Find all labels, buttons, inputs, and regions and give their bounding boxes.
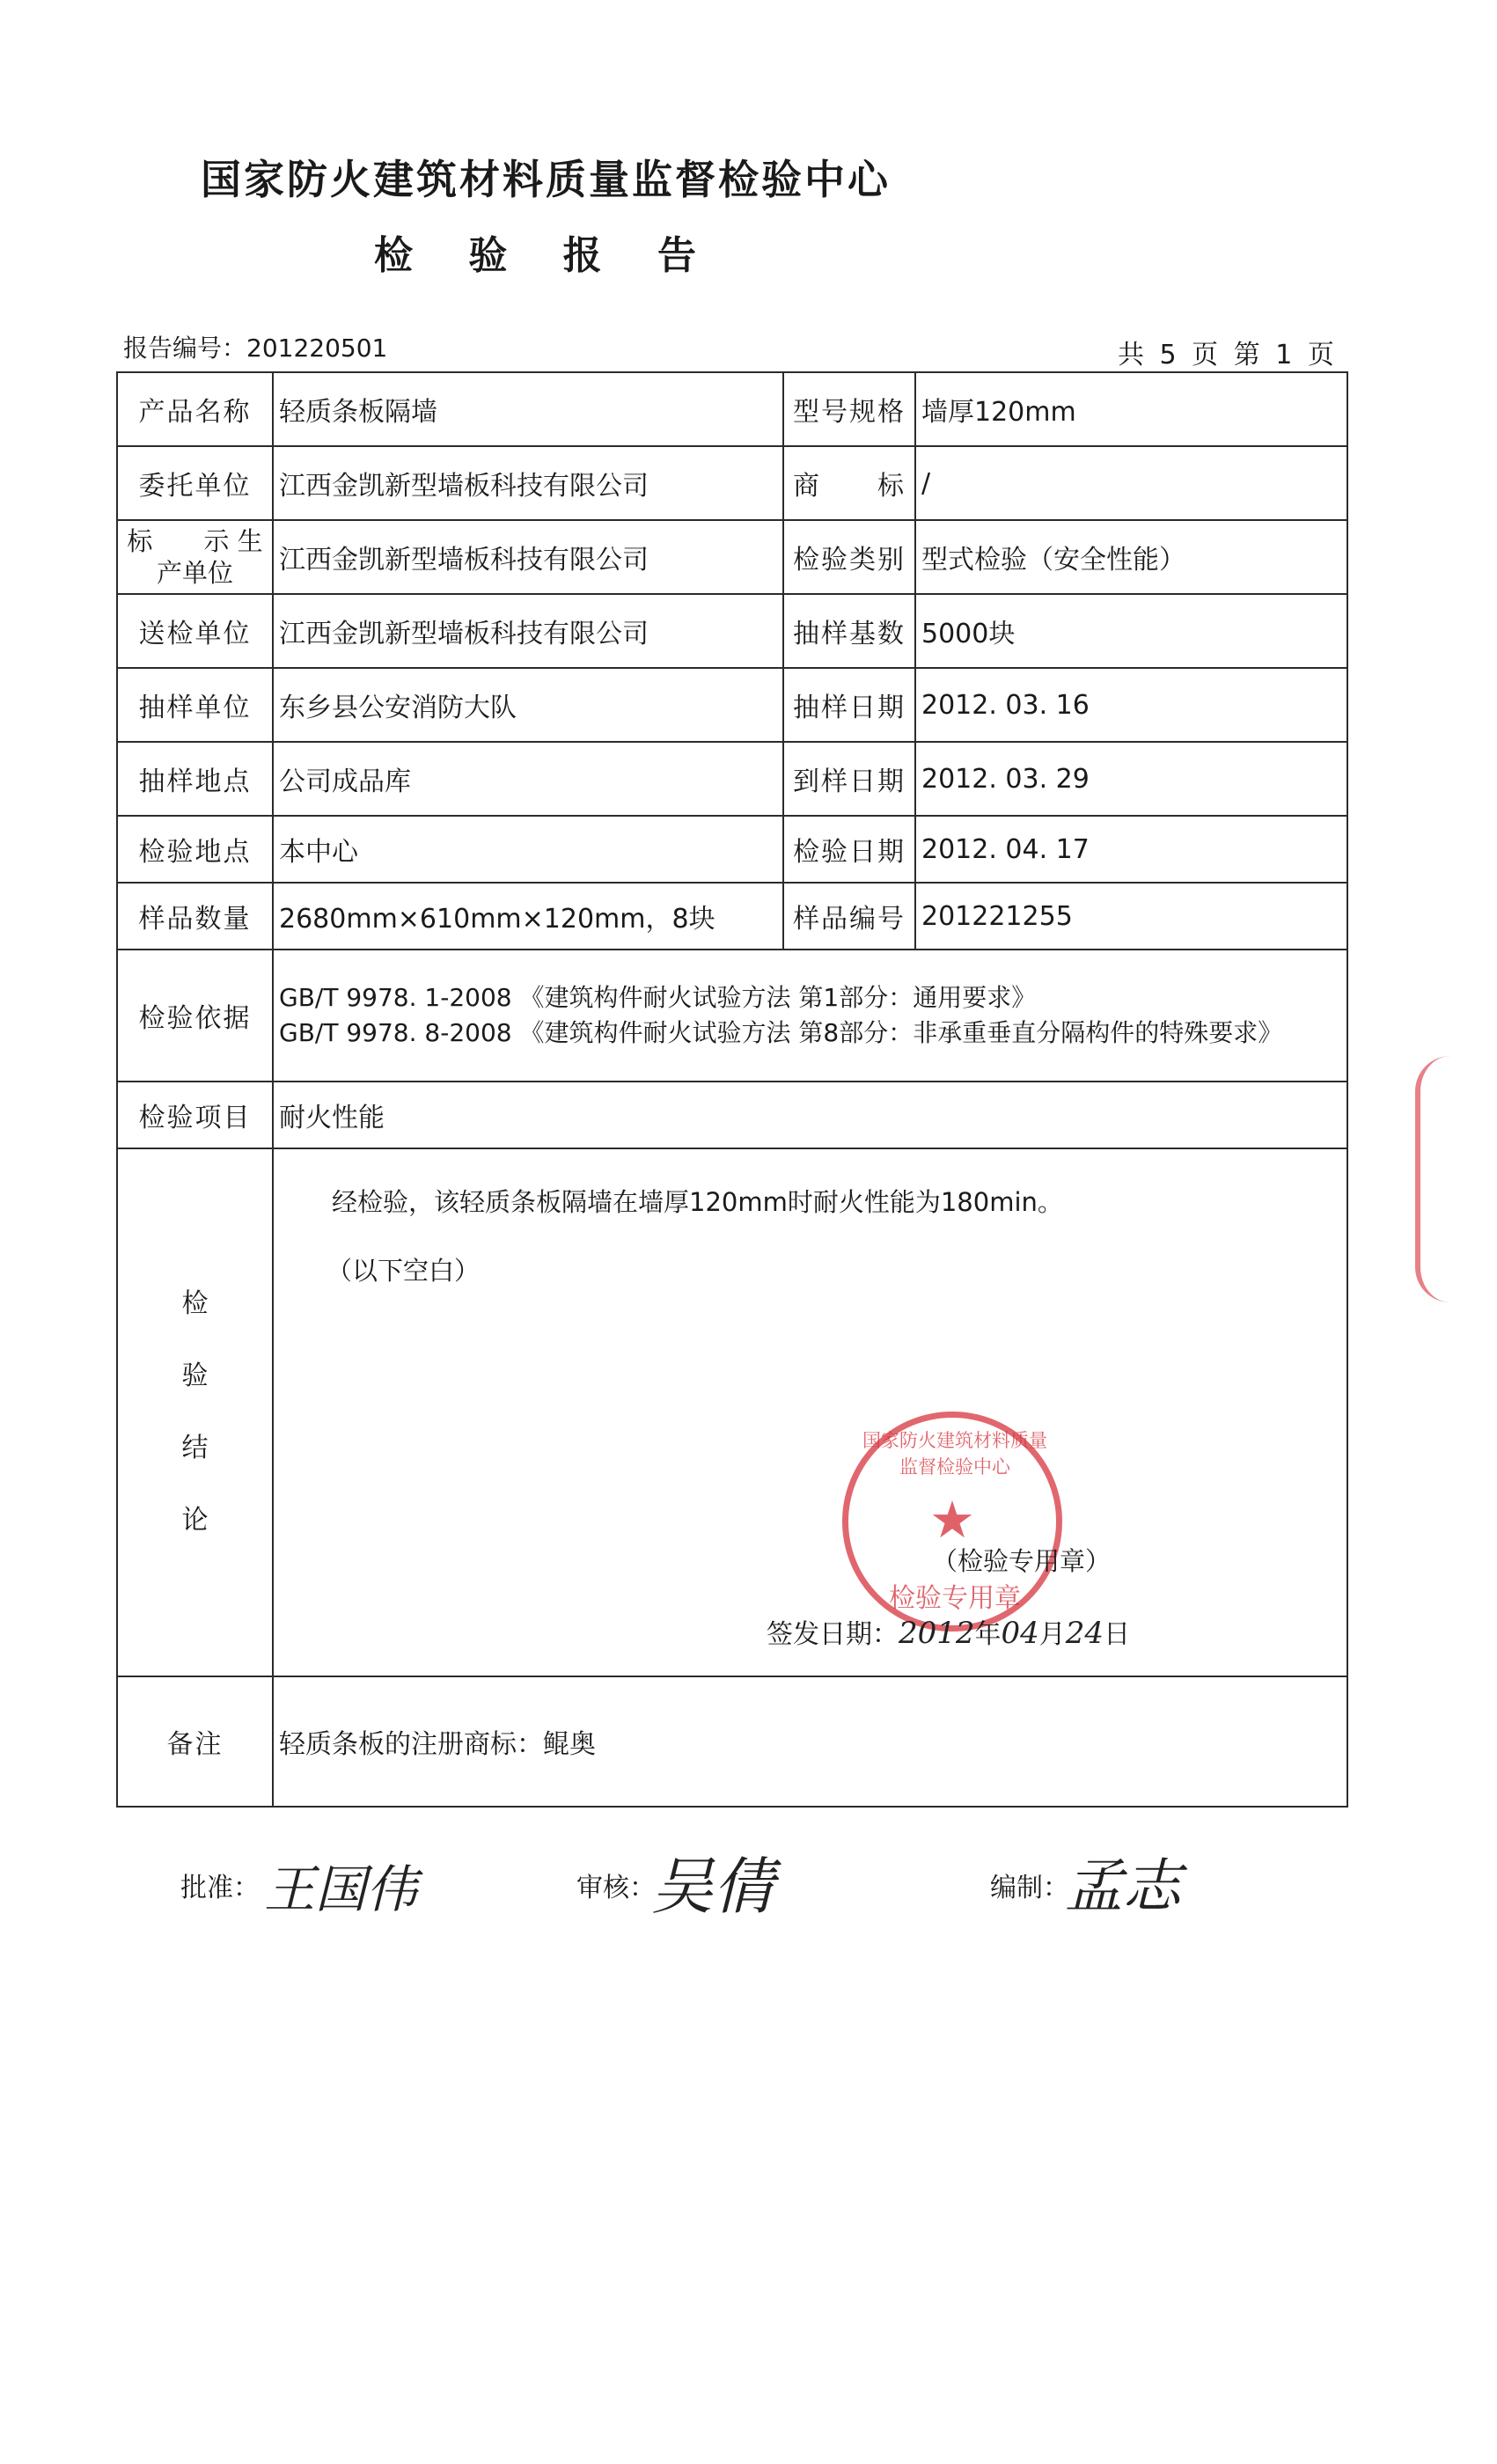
field-value: 江西金凯新型墙板科技有限公司 [273, 594, 783, 668]
field-value: 公司成品库 [273, 742, 783, 816]
field-label: 检验项目 [117, 1082, 273, 1148]
seal-bottom-text: 检验专用章 [889, 1583, 1021, 1614]
compile-signature: 孟志 [1065, 1852, 1181, 1920]
field-label: 标 示 生产单位 [117, 520, 273, 594]
field-value: / [915, 446, 1347, 520]
review-label: 审核： [576, 1873, 656, 1903]
report-number-value: 201220501 [246, 334, 388, 363]
field-label: 检验依据 [117, 950, 273, 1082]
field-label: 抽样单位 [117, 668, 273, 742]
field-label: 抽样地点 [117, 742, 273, 816]
conclusion-label-char: 检 [181, 1288, 209, 1319]
conclusion-label-char: 论 [181, 1505, 209, 1536]
table-row [117, 883, 1347, 950]
basis-value [273, 950, 1347, 1082]
field-value: 墙厚120mm [915, 372, 1347, 446]
issue-year-handwritten: 2012 [899, 1616, 975, 1651]
report-number [123, 329, 387, 364]
table-row [117, 520, 1347, 594]
conclusion-label-char: 验 [181, 1360, 209, 1391]
page-info: 共 5 页 第 1 页 [1118, 340, 1338, 370]
issue-year-unit: 年 [974, 1619, 1002, 1650]
field-label: 备注 [117, 1676, 273, 1807]
side-seal-fragment [1415, 1056, 1491, 1302]
field-value: 2012. 04. 17 [915, 816, 1347, 883]
field-value: 轻质条板的注册商标：鲲奥 [273, 1676, 1347, 1807]
field-value: 型式检验（安全性能） [915, 520, 1347, 594]
basis-line: GB/T 9978. 8-2008 《建筑构件耐火试验方法 第8部分：非承重垂直分隔构件的特殊要求》 [279, 1018, 1283, 1047]
issue-day-unit: 日 [1104, 1619, 1131, 1650]
conclusion-label [117, 1148, 273, 1676]
field-value: 5000块 [915, 594, 1347, 668]
conclusion-content [273, 1148, 1347, 1676]
basis-line: GB/T 9978. 1-2008 《建筑构件耐火试验方法 第1部分：通用要求》 [279, 983, 1037, 1012]
field-value: 201221255 [915, 883, 1347, 950]
issue-day-handwritten: 24 [1065, 1616, 1104, 1651]
table-row-conclusion [117, 1148, 1347, 1676]
field-label: 商 标 [783, 446, 915, 520]
seal-ring-text: 国家防火建筑材料质量监督检验中心 [862, 1430, 1047, 1478]
field-label: 抽样基数 [783, 594, 915, 668]
table-row [117, 816, 1347, 883]
seal-label: （检验专用章） [932, 1546, 1112, 1576]
issue-date [767, 1612, 1130, 1651]
field-label: 送检单位 [117, 594, 273, 668]
table-row [117, 668, 1347, 742]
table-row [117, 742, 1347, 816]
field-label: 检验日期 [783, 816, 915, 883]
official-seal [842, 1412, 1062, 1632]
seal-star-icon: ★ [929, 1490, 975, 1550]
issue-month-unit: 月 [1038, 1619, 1066, 1650]
table-row-basis [117, 950, 1347, 1082]
field-value: 耐火性能 [273, 1082, 1347, 1148]
issue-month-handwritten: 04 [1001, 1616, 1039, 1651]
field-value: 2680mm×610mm×120mm，8块 [273, 883, 783, 950]
field-value: 2012. 03. 16 [915, 668, 1347, 742]
approve-label: 批准： [180, 1873, 260, 1903]
table-row [117, 446, 1347, 520]
field-label: 到样日期 [783, 742, 915, 816]
field-label: 样品编号 [783, 883, 915, 950]
doc-title: 检 验 报 告 [374, 233, 717, 278]
issue-date-label: 签发日期： [767, 1619, 899, 1650]
table-row [117, 594, 1347, 668]
field-label: 型号规格 [783, 372, 915, 446]
blank-note: （以下空白） [327, 1256, 481, 1286]
field-value: 江西金凯新型墙板科技有限公司 [273, 520, 783, 594]
field-value: 2012. 03. 29 [915, 742, 1347, 816]
table-row [117, 1082, 1347, 1148]
compile-label: 编制： [990, 1873, 1069, 1903]
field-label: 产品名称 [117, 372, 273, 446]
field-value: 轻质条板隔墙 [273, 372, 783, 446]
field-value: 东乡县公安消防大队 [273, 668, 783, 742]
report-number-label: 报告编号： [123, 334, 247, 363]
conclusion-text: 经检验，该轻质条板隔墙在墙厚120mm时耐火性能为180min。 [332, 1187, 1063, 1217]
field-label: 检验类别 [783, 520, 915, 594]
field-label: 抽样日期 [783, 668, 915, 742]
field-label: 检验地点 [117, 816, 273, 883]
field-label: 委托单位 [117, 446, 273, 520]
approve-signature: 王国伟 [264, 1859, 418, 1919]
review-signature: 吴倩 [651, 1851, 774, 1923]
table-row [117, 372, 1347, 446]
org-title: 国家防火建筑材料质量监督检验中心 [201, 156, 891, 203]
conclusion-label-char: 结 [181, 1433, 209, 1463]
field-value: 江西金凯新型墙板科技有限公司 [273, 446, 783, 520]
field-label: 样品数量 [117, 883, 273, 950]
table-row-remarks [117, 1676, 1347, 1807]
report-table [116, 371, 1348, 1808]
field-value: 本中心 [273, 816, 783, 883]
